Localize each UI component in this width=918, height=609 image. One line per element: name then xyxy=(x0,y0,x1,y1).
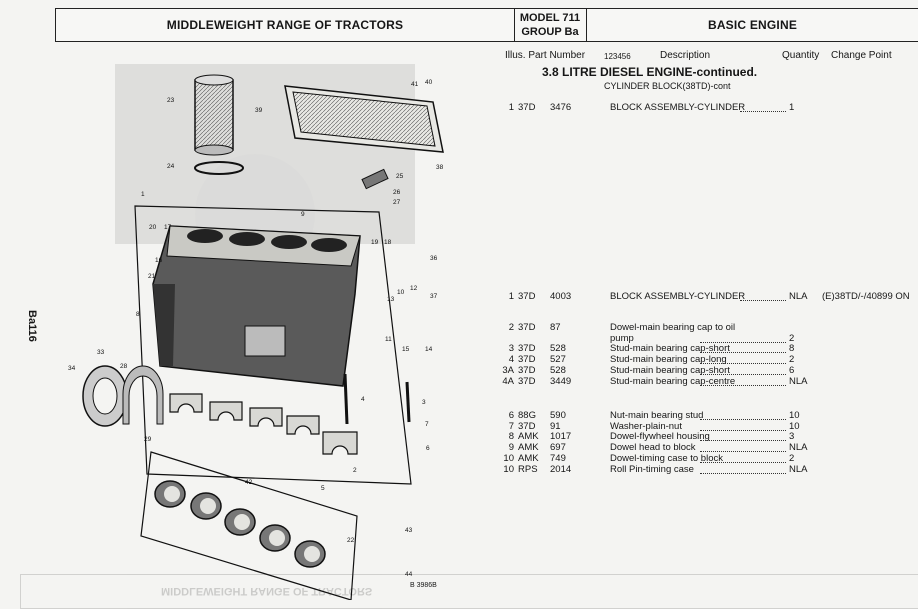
part-quantity: 2 xyxy=(789,453,795,464)
bearing-stud-long xyxy=(345,374,347,424)
dot-leader xyxy=(700,421,786,431)
rear-oil-seal-housing xyxy=(83,366,163,426)
callout-20: 20 xyxy=(149,224,157,231)
main-bearing-caps xyxy=(170,394,357,454)
callout-9: 9 xyxy=(301,211,305,218)
part-illus-number: 9 xyxy=(508,442,514,453)
part-quantity: 3 xyxy=(789,431,795,442)
bearing-stud-short xyxy=(407,382,409,422)
callout-40: 40 xyxy=(425,79,433,86)
callout-13: 13 xyxy=(387,296,395,303)
bleed-through-footer xyxy=(20,574,918,609)
callout-24: 24 xyxy=(167,163,175,170)
part-quantity: 8 xyxy=(789,343,795,354)
part-number: 91 xyxy=(550,421,561,432)
section-cell xyxy=(586,9,918,41)
dot-leader xyxy=(700,431,786,441)
part-illus-number: 8 xyxy=(508,431,514,442)
part-description: BLOCK ASSEMBLY-CYLINDER xyxy=(610,291,746,302)
callout-16: 16 xyxy=(155,257,163,264)
part-prefix: 37D xyxy=(518,291,536,302)
part-quantity: 10 xyxy=(789,421,800,432)
part-number: 4003 xyxy=(550,291,572,302)
part-change-point: (E)38TD/-/40899 ON xyxy=(822,291,910,302)
callout-17: 17 xyxy=(164,224,172,231)
exploded-engine-drawing xyxy=(55,44,460,600)
part-number: 3449 xyxy=(550,376,572,387)
col-description: Description xyxy=(660,50,711,61)
part-illus-number: 4 xyxy=(508,354,514,365)
part-prefix: 37D xyxy=(518,102,536,113)
section-subtitle: 3.8 LITRE DIESEL ENGINE-continued. xyxy=(542,65,758,79)
callout-7: 7 xyxy=(425,421,429,428)
range-title-cell xyxy=(56,9,515,41)
callout-27: 27 xyxy=(393,199,401,206)
group-label: GROUP Ba xyxy=(521,26,579,38)
part-illus-number: 2 xyxy=(508,322,514,333)
callout-15: 15 xyxy=(402,346,410,353)
dot-leader xyxy=(700,343,786,353)
dot-leader xyxy=(740,102,786,112)
callout-43: 43 xyxy=(405,527,413,534)
part-description: Nut-main bearing stud xyxy=(610,410,704,421)
callout-42: 42 xyxy=(245,479,253,486)
part-quantity: 6 xyxy=(789,365,795,376)
part-illus-number: 3 xyxy=(508,343,514,354)
dot-leader xyxy=(700,365,786,375)
callout-4: 4 xyxy=(361,396,365,403)
part-number: 528 xyxy=(550,365,566,376)
part-description: Dowel head to block xyxy=(610,442,696,453)
page-header xyxy=(55,8,918,42)
part-illus-number: 10 xyxy=(503,464,514,475)
part-prefix: AMK xyxy=(518,431,539,442)
part-number: 1017 xyxy=(550,431,572,442)
callout-1: 1 xyxy=(141,191,145,198)
part-description: pump xyxy=(610,333,634,344)
callout-44: 44 xyxy=(405,571,413,578)
callout-22: 22 xyxy=(347,537,355,544)
part-prefix: RPS xyxy=(518,464,538,475)
col-quantity: Quantity xyxy=(782,50,820,61)
model-cell xyxy=(514,9,587,41)
cylinder-block xyxy=(153,226,360,386)
part-prefix: AMK xyxy=(518,442,539,453)
callout-5: 5 xyxy=(321,485,325,492)
part-description: Roll Pin-timing case xyxy=(610,464,694,475)
callout-8: 8 xyxy=(136,311,140,318)
callout-28: 28 xyxy=(120,363,128,370)
part-description: Washer-plain-nut xyxy=(610,421,682,432)
part-description: Dowel-timing case to block xyxy=(610,453,723,464)
dot-leader xyxy=(740,291,786,301)
part-illus-number: 10 xyxy=(503,453,514,464)
part-description: Stud-main bearing cap-short xyxy=(610,343,730,354)
callout-11: 11 xyxy=(385,336,392,343)
part-prefix: 37D xyxy=(518,365,536,376)
part-quantity: 10 xyxy=(789,410,800,421)
part-prefix: 37D xyxy=(518,354,536,365)
part-description: Dowel-flywheel housing xyxy=(610,431,710,442)
callout-2: 2 xyxy=(353,467,357,474)
part-number: 87 xyxy=(550,322,561,333)
part-illus-number: 3A xyxy=(502,365,514,376)
part-number: 590 xyxy=(550,410,566,421)
part-illus-number: 4A xyxy=(502,376,514,387)
part-quantity: NLA xyxy=(789,442,808,453)
drawing-reference: B 3986B xyxy=(410,582,437,589)
part-illus-number: 1 xyxy=(508,102,514,113)
part-prefix: 88G xyxy=(518,410,536,421)
callout-41: 41 xyxy=(411,81,419,88)
callout-21: 21 xyxy=(148,273,156,280)
callout-33: 33 xyxy=(97,349,105,356)
part-quantity: NLA xyxy=(789,464,808,475)
part-number: 697 xyxy=(550,442,566,453)
callout-29: 29 xyxy=(144,436,152,443)
part-description: Dowel-main bearing cap to oil xyxy=(610,322,736,333)
part-quantity: 2 xyxy=(789,354,795,365)
model-number: MODEL 711 xyxy=(519,12,581,24)
callout-6: 6 xyxy=(426,445,430,452)
col-illus-part: Illus. Part Number xyxy=(505,50,586,61)
callout-34: 34 xyxy=(68,365,76,372)
range-title: MIDDLEWEIGHT RANGE OF TRACTORS xyxy=(166,18,404,32)
callout-37: 37 xyxy=(430,293,438,300)
callout-18: 18 xyxy=(384,239,392,246)
part-number: 2014 xyxy=(550,464,572,475)
part-illus-number: 1 xyxy=(508,291,514,302)
part-illus-number: 6 xyxy=(508,410,514,421)
part-prefix: 37D xyxy=(518,376,536,387)
part-number: 749 xyxy=(550,453,566,464)
col-code: 123456 xyxy=(604,52,631,61)
callout-23: 23 xyxy=(167,97,175,104)
callout-12: 12 xyxy=(410,285,418,292)
callout-14: 14 xyxy=(425,346,433,353)
part-illus-number: 7 xyxy=(508,421,514,432)
dot-leader xyxy=(700,453,786,463)
callout-10: 10 xyxy=(397,289,405,296)
ghost-footer-text: MIDDLEWEIGHT RANGE OF TRACTORS xyxy=(161,585,373,597)
dot-leader xyxy=(700,333,786,343)
callout-38: 38 xyxy=(436,164,444,171)
part-number: 528 xyxy=(550,343,566,354)
callout-26: 26 xyxy=(393,189,401,196)
dot-leader xyxy=(700,442,786,452)
dot-leader xyxy=(700,376,786,386)
callout-36: 36 xyxy=(430,255,438,262)
part-prefix: 37D xyxy=(518,343,536,354)
part-description: Stud-main bearing cap-centre xyxy=(610,376,736,387)
section-title: BASIC ENGINE xyxy=(707,18,798,32)
part-description: BLOCK ASSEMBLY-CYLINDER xyxy=(610,102,746,113)
callout-25: 25 xyxy=(396,173,404,180)
dot-leader xyxy=(700,410,786,420)
part-quantity: NLA xyxy=(789,376,808,387)
part-quantity: 2 xyxy=(789,333,795,344)
part-number: 3476 xyxy=(550,102,572,113)
part-quantity: NLA xyxy=(789,291,808,302)
cylinder-liner xyxy=(195,75,233,155)
part-description: Stud-main bearing cap-long xyxy=(610,354,727,365)
dot-leader xyxy=(700,464,786,474)
part-prefix: 37D xyxy=(518,322,536,333)
part-number: 527 xyxy=(550,354,566,365)
page-id-label: Ba116 xyxy=(26,310,38,342)
col-change-point: Change Point xyxy=(831,50,892,61)
callout-39: 39 xyxy=(255,107,263,114)
part-description: Stud-main bearing cap-short xyxy=(610,365,730,376)
part-quantity: 1 xyxy=(789,102,795,113)
dot-leader xyxy=(700,354,786,364)
part-prefix: 37D xyxy=(518,421,536,432)
section-subsubtitle: CYLINDER BLOCK(38TD)-cont xyxy=(604,81,731,91)
callout-19: 19 xyxy=(371,239,379,246)
callout-3: 3 xyxy=(422,399,426,406)
part-prefix: AMK xyxy=(518,453,539,464)
